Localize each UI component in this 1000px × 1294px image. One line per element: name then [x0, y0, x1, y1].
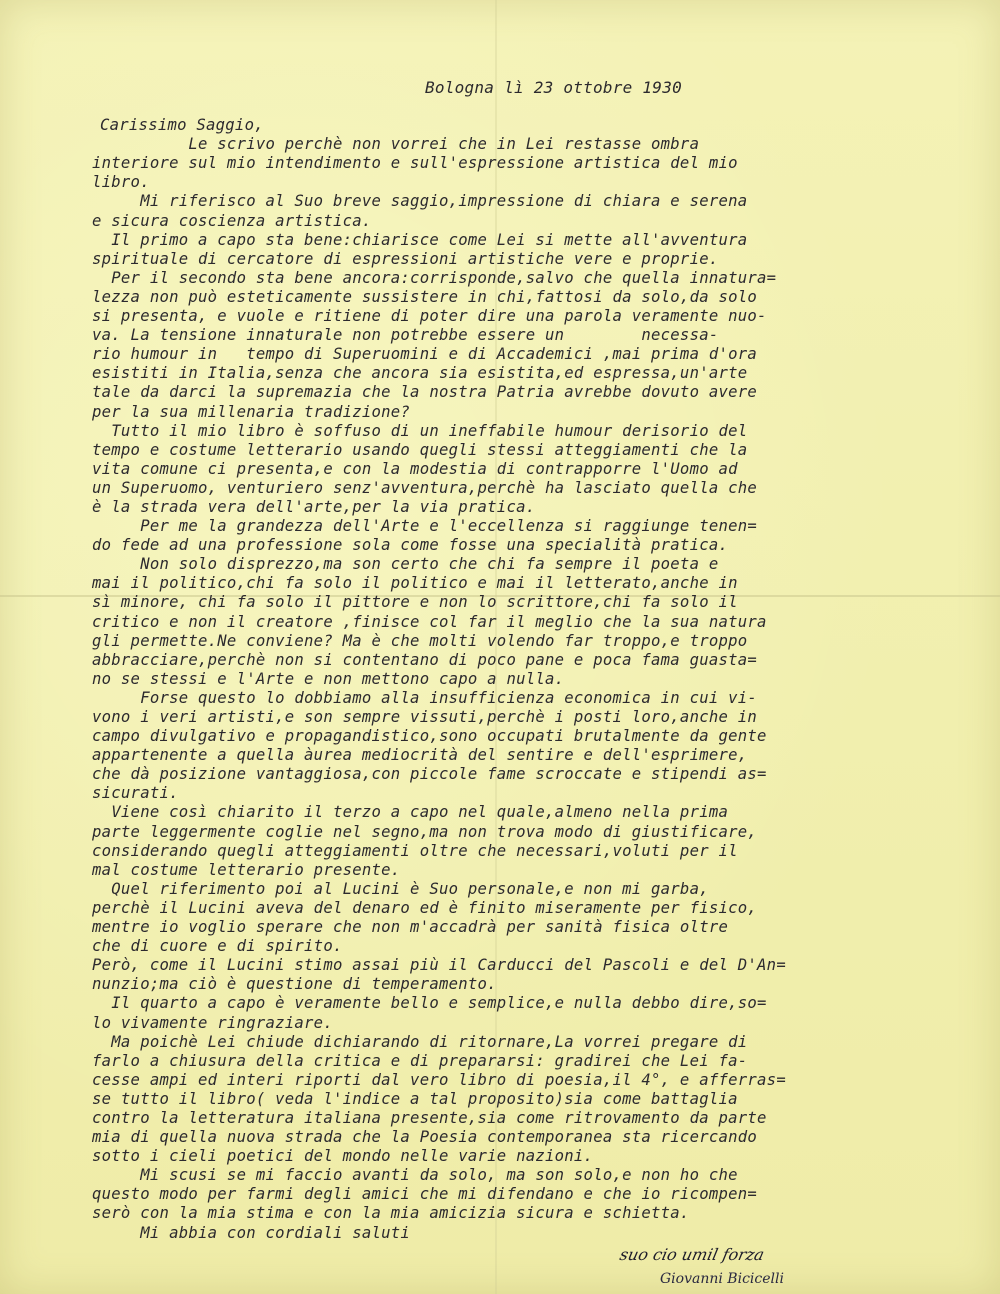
letter-line: nunzio;ma ciò è questione di temperamento. [92, 975, 497, 994]
letter-line: do fede ad una professione sola come fosse una specialità pratica. [92, 536, 729, 555]
letter-line: e sicura coscienza artistica. [92, 211, 372, 230]
letter-line: Il quarto a capo è veramente bello e semplice,e nulla debbo dire,so= [92, 994, 767, 1013]
letter-line: un Superuomo, venturiero senz'avventura,perchè ha lasciato quella che [92, 478, 758, 497]
letter-line: sì minore, chi fa solo il pittore e non lo scrittore,chi fa solo il [92, 593, 738, 612]
letter-line: mia di quella nuova strada che la Poesia contemporanea sta ricercando [92, 1128, 758, 1147]
letter-line: spirituale di cercatore di espressioni artistiche vere e proprie. [92, 249, 719, 268]
handwritten-signature [617, 1245, 860, 1293]
letter-line: Tutto il mio libro è soffuso di un ineffabile humour derisorio del [92, 421, 748, 440]
letter-line: Ma poichè Lei chiude dichiarando di ritornare,La vorrei pregare di [92, 1032, 748, 1051]
letter-line: lo vivamente ringraziare. [92, 1013, 333, 1032]
letter-line: Quel riferimento poi al Lucini è Suo personale,e non mi garba, [92, 879, 709, 898]
letter-line: critico e non il creatore ,finisce col far il meglio che la sua natura [92, 612, 767, 631]
letter-line: campo divulgativo e propagandistico,sono occupati brutalmente da gente [92, 727, 767, 746]
letter-line: tempo e costume letterario usando quegli stessi atteggiamenti che la [92, 440, 748, 459]
letter-line: Mi riferisco al Suo breve saggio,impressione di chiara e serena [92, 192, 748, 211]
typewritten-letter [92, 78, 922, 1243]
letter-line: Però, come il Lucini stimo assai più il Carducci del Pascoli e del D'An= [92, 956, 786, 975]
letter-line: vita comune ci presenta,e con la modestia di contrapporre l'Uomo ad [92, 459, 738, 478]
letter-line: esistiti in Italia,senza che ancora sia esistita,ed espressa,un'arte [92, 364, 748, 383]
letter-line: Mi abbia con cordiali saluti [92, 1223, 411, 1242]
letter-line: mai il politico,chi fa solo il politico e mai il letterato,anche in [92, 574, 738, 593]
letter-body [92, 135, 922, 1242]
letter-line: va. La tensione innaturale non potrebbe essere un necessa- [92, 326, 719, 345]
letter-line: cesse ampi ed interi riporti dal vero libro di poesia,il 4°, e afferras= [92, 1070, 786, 1089]
letter-line: Forse questo lo dobbiamo alla insufficienza economica in cui vi- [92, 688, 758, 707]
letter-line: vono i veri artisti,e son sempre vissuti,perchè i posti loro,anche in [92, 708, 758, 726]
letter-line: che di cuore e di spirito. [92, 937, 343, 956]
letter-line: questo modo per farmi degli amici che mi difendano e che io ricompen= [92, 1185, 758, 1204]
letter-line: considerando quegli atteggiamenti oltre che necessari,voluti per il [92, 841, 738, 860]
letter-line: Viene così chiarito il terzo a capo nel quale,almeno nella prima [92, 803, 729, 822]
letter-line: se tutto il libro( veda l'indice a tal proposito)sia come battaglia [92, 1089, 738, 1108]
letter-line: che dà posizione vantaggiosa,con piccole fame scroccate e stipendi as= [92, 765, 767, 784]
letter-line: si presenta, e vuole e ritiene di poter dire una parola veramente nuo- [92, 307, 767, 326]
letter-line: mentre io voglio sperare che non m'accadrà per sanità fisica oltre [92, 918, 729, 937]
letter-line: Il primo a capo sta bene:chiarisce come Lei si mette all'avventura [92, 230, 748, 249]
letter-line: abbracciare,perchè non si contentano di poco pane e poca fama guasta= [92, 650, 758, 669]
letter-line: Mi scusi se mi faccio avanti da solo, ma son solo,e non ho che [92, 1166, 738, 1185]
letter-line: gli permette.Ne conviene? Ma è che molti volendo far troppo,e troppo [92, 631, 748, 650]
signature-closing: suo cio umil forza [617, 1245, 767, 1264]
letter-line: Per il secondo sta bene ancora:corrisponde,salvo che quella innatura= [92, 268, 777, 287]
letter-line: no se stessi e l'Arte e non mettono capo a nulla. [92, 669, 565, 688]
letter-line: per la sua millenaria tradizione? [92, 402, 411, 421]
letter-line: Le scrivo perchè non vorrei che in Lei restasse ombra [92, 135, 700, 154]
letter-line: appartenente a quella àurea mediocrità del sentire e dell'esprimere, [92, 746, 748, 765]
letter-line: mal costume letterario presente. [92, 860, 401, 879]
letter-line: è la strada vera dell'arte,per la via pratica. [92, 497, 536, 516]
letter-line: sicurati. [92, 784, 179, 803]
dateline: Bologna lì 23 ottobre 1930 [425, 78, 682, 97]
letter-line: contro la letteratura italiana presente,sia come ritrovamento da parte [92, 1108, 767, 1127]
letter-line: farlo a chiusura della critica e di prepararsi: gradirei che Lei fa- [92, 1051, 748, 1070]
letter-line: tale da darci la supremazia che la nostra Patria avrebbe dovuto avere [92, 383, 758, 402]
letter-line: serò con la mia stima e con la mia amicizia sicura e schietta. [92, 1204, 690, 1223]
letter-line: Non solo disprezzo,ma son certo che chi fa sempre il poeta e [92, 555, 719, 574]
letter-line: lezza non può esteticamente sussistere in chi,fattosi da solo,da solo [92, 287, 758, 306]
letter-line: parte leggermente coglie nel segno,ma non trova modo di giustificare, [92, 822, 758, 841]
letter-line: sotto i cieli poetici del mondo nelle varie nazioni. [92, 1147, 594, 1166]
signature-name: Giovanni Bicicelli [660, 1271, 784, 1287]
letter-line: Per me la grandezza dell'Arte e l'eccellenza si raggiunge tenen= [92, 517, 758, 536]
letter-line: interiore sul mio intendimento e sull'espressione artistica del mio [92, 154, 738, 173]
letter-line: rio humour in tempo di Superuomini e di Accademici ,mai prima d'ora [92, 345, 758, 364]
salutation: Carissimo Saggio, [100, 116, 264, 135]
letter-line: libro. [92, 173, 150, 192]
letter-line: perchè il Lucini aveva del denaro ed è finito miseramente per fisico, [92, 898, 758, 917]
